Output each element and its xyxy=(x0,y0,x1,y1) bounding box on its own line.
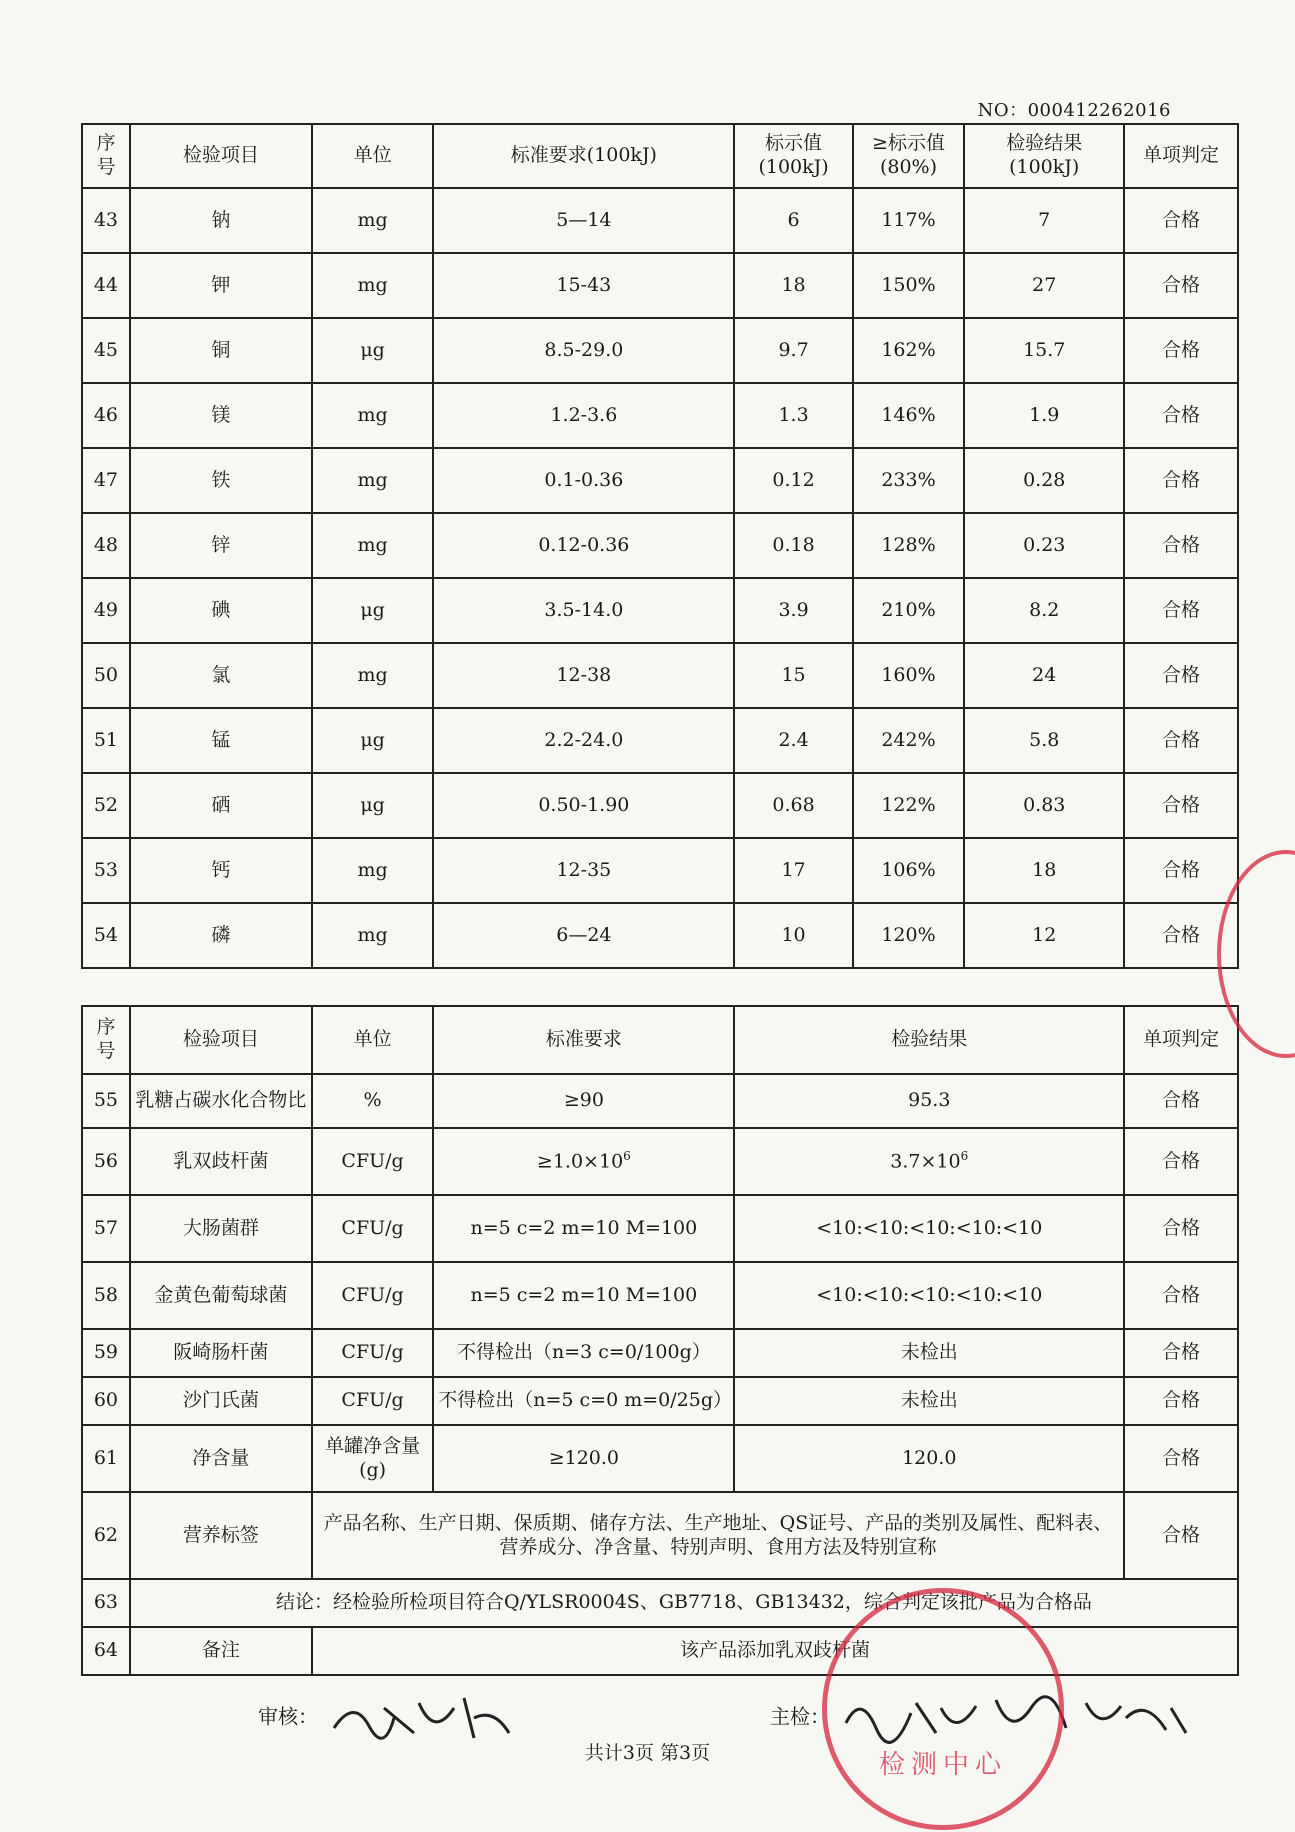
column-header: 单项判定 xyxy=(1124,124,1238,188)
table-cell: $3.7\times 10^6$ xyxy=(734,1128,1124,1195)
table-cell: 合格 xyxy=(1124,1377,1238,1425)
table-cell: 160% xyxy=(853,643,965,708)
table-cell: μg xyxy=(312,708,433,773)
column-header: 单位 xyxy=(312,124,433,188)
table-cell: 合格 xyxy=(1124,1262,1238,1329)
table-cell: CFU/g xyxy=(312,1377,433,1425)
table-cell: 15 xyxy=(734,643,852,708)
exponent: 6 xyxy=(960,1148,969,1163)
table-cell: 2.4 xyxy=(734,708,852,773)
table-cell: 52 xyxy=(82,773,130,838)
table-cell: 162% xyxy=(853,318,965,383)
table-cell: 55 xyxy=(82,1074,130,1128)
table-cell: 合格 xyxy=(1124,773,1238,838)
table-row xyxy=(82,1627,1238,1675)
table-cell: mg xyxy=(312,643,433,708)
table-cell: 大肠菌群 xyxy=(130,1195,312,1262)
table-cell: 95.3 xyxy=(734,1074,1124,1128)
table-cell: CFU/g xyxy=(312,1262,433,1329)
table-cell: 9.7 xyxy=(734,318,852,383)
table-cell: 146% xyxy=(853,383,965,448)
table-cell: 未检出 xyxy=(734,1329,1124,1377)
table-row xyxy=(82,643,1238,708)
table-cell: 64 xyxy=(82,1627,130,1675)
table-cell: CFU/g xyxy=(312,1329,433,1377)
table-cell: 53 xyxy=(82,838,130,903)
table-cell: 43 xyxy=(82,188,130,253)
table1-header-row xyxy=(82,124,1238,188)
table-cell: 备注 xyxy=(130,1627,312,1675)
table-cell: 12-38 xyxy=(433,643,734,708)
table-cell: 合格 xyxy=(1124,1492,1238,1579)
table-cell: 合格 xyxy=(1124,1425,1238,1492)
column-header: 序号 xyxy=(82,124,130,188)
table2-header-row xyxy=(82,1006,1238,1074)
table-cell: 合格 xyxy=(1124,383,1238,448)
table-cell: 45 xyxy=(82,318,130,383)
table-cell: CFU/g xyxy=(312,1195,433,1262)
table-cell: 18 xyxy=(734,253,852,318)
table-cell: 合格 xyxy=(1124,578,1238,643)
page-footer: 共计3页 第3页 xyxy=(584,1742,711,1764)
table-row xyxy=(82,513,1238,578)
inspect-label: 主检： xyxy=(770,1704,830,1729)
table-cell: 3.5-14.0 xyxy=(433,578,734,643)
table-cell: 0.23 xyxy=(964,513,1124,578)
table-cell: 47 xyxy=(82,448,130,513)
table-cell: 合格 xyxy=(1124,188,1238,253)
table-cell: 49 xyxy=(82,578,130,643)
table-cell: 120.0 xyxy=(734,1425,1124,1492)
table-cell: 0.1-0.36 xyxy=(433,448,734,513)
table-cell: 8.5-29.0 xyxy=(433,318,734,383)
table-row xyxy=(82,838,1238,903)
table-cell: mg xyxy=(312,903,433,968)
table-cell: 合格 xyxy=(1124,708,1238,773)
table-cell: 合格 xyxy=(1124,253,1238,318)
table-cell: 合格 xyxy=(1124,318,1238,383)
table-cell: 46 xyxy=(82,383,130,448)
column-header: ≥标示值 (80%) xyxy=(853,124,965,188)
table-row xyxy=(82,1579,1238,1627)
column-header: 检验结果 xyxy=(734,1006,1124,1074)
table-cell: 钙 xyxy=(130,838,312,903)
nutrient-table xyxy=(81,123,1239,969)
table-cell: 营养标签 xyxy=(130,1492,312,1579)
table-cell: n=5 c=2 m=10 M=100 xyxy=(433,1195,734,1262)
table-cell: 锌 xyxy=(130,513,312,578)
table-cell: 1.2-3.6 xyxy=(433,383,734,448)
table-cell: 120% xyxy=(853,903,965,968)
table-cell: 合格 xyxy=(1124,903,1238,968)
table-cell: 磷 xyxy=(130,903,312,968)
table-cell: 硒 xyxy=(130,773,312,838)
table-cell: 净含量 xyxy=(130,1425,312,1492)
table-cell: 15.7 xyxy=(964,318,1124,383)
table-cell: 242% xyxy=(853,708,965,773)
table-cell: mg xyxy=(312,513,433,578)
table-cell: 6—24 xyxy=(433,903,734,968)
table-cell: 27 xyxy=(964,253,1124,318)
table-cell: 54 xyxy=(82,903,130,968)
exponent: 6 xyxy=(623,1148,631,1163)
table-cell: 乳糖占碳水化合物比 xyxy=(130,1074,312,1128)
table-cell: 0.12-0.36 xyxy=(433,513,734,578)
table-cell: 合格 xyxy=(1124,1074,1238,1128)
table-row xyxy=(82,1128,1238,1195)
column-header: 单项判定 xyxy=(1124,1006,1238,1074)
table-cell: 56 xyxy=(82,1128,130,1195)
table-cell: 阪崎肠杆菌 xyxy=(130,1329,312,1377)
table-cell: 合格 xyxy=(1124,1195,1238,1262)
quality-table xyxy=(81,1005,1239,1676)
column-header: 标准要求(100kJ) xyxy=(433,124,734,188)
column-header: 标准要求 xyxy=(433,1006,734,1074)
table-cell: 0.28 xyxy=(964,448,1124,513)
column-header: 单位 xyxy=(312,1006,433,1074)
seal-text: 检测中心 xyxy=(878,1750,1007,1780)
table-cell: 合格 xyxy=(1124,1329,1238,1377)
table-cell: 8.2 xyxy=(964,578,1124,643)
table-cell: 12 xyxy=(964,903,1124,968)
table-cell: 7 xyxy=(964,188,1124,253)
table-cell: 128% xyxy=(853,513,965,578)
table-cell: 50 xyxy=(82,643,130,708)
table-cell: 62 xyxy=(82,1492,130,1579)
table-row xyxy=(82,903,1238,968)
table-cell: 60 xyxy=(82,1377,130,1425)
label-content-cell: 产品名称、生产日期、保质期、储存方法、生产地址、QS证号、产品的类别及属性、配料表、营养成分、净含量、特别声明、食用方法及特别宣称 xyxy=(312,1492,1124,1579)
column-header: 标示值 (100kJ) xyxy=(734,124,852,188)
table-cell: 碘 xyxy=(130,578,312,643)
table-row xyxy=(82,1074,1238,1128)
table-cell: 12-35 xyxy=(433,838,734,903)
table-cell: 3.9 xyxy=(734,578,852,643)
table-cell: 合格 xyxy=(1124,643,1238,708)
table-cell: 镁 xyxy=(130,383,312,448)
table-cell: <10:<10:<10:<10:<10 xyxy=(734,1262,1124,1329)
table-cell: mg xyxy=(312,188,433,253)
table-cell: 0.83 xyxy=(964,773,1124,838)
table-cell: CFU/g xyxy=(312,1128,433,1195)
table-cell: 合格 xyxy=(1124,1128,1238,1195)
table-cell: 10 xyxy=(734,903,852,968)
table-cell: 沙门氏菌 xyxy=(130,1377,312,1425)
table-cell: $\ge 1.0\times 10^6$ xyxy=(433,1128,734,1195)
table-cell: 钾 xyxy=(130,253,312,318)
table-cell: 48 xyxy=(82,513,130,578)
table-cell: 1.9 xyxy=(964,383,1124,448)
table-cell: 122% xyxy=(853,773,965,838)
column-header: 检验项目 xyxy=(130,1006,312,1074)
table-cell: 不得检出（n=5 c=0 m=0/25g） xyxy=(433,1377,734,1425)
table-cell: 5.8 xyxy=(964,708,1124,773)
table-row xyxy=(82,708,1238,773)
table-row xyxy=(82,1377,1238,1425)
table-cell: 铁 xyxy=(130,448,312,513)
table-cell: 233% xyxy=(853,448,965,513)
table-row xyxy=(82,448,1238,513)
table-row xyxy=(82,253,1238,318)
table-cell: 钠 xyxy=(130,188,312,253)
table-cell: ≥120.0 xyxy=(433,1425,734,1492)
table-cell: 44 xyxy=(82,253,130,318)
table-cell: 锰 xyxy=(130,708,312,773)
table-cell: 106% xyxy=(853,838,965,903)
table-cell: % xyxy=(312,1074,433,1128)
table-cell: mg xyxy=(312,383,433,448)
report-number: NO：000412262016 xyxy=(977,100,1171,121)
review-label: 审核： xyxy=(258,1704,318,1729)
table-cell: <10:<10:<10:<10:<10 xyxy=(734,1195,1124,1262)
table-cell: mg xyxy=(312,253,433,318)
table-row xyxy=(82,578,1238,643)
table-cell: 210% xyxy=(853,578,965,643)
table-cell: 15-43 xyxy=(433,253,734,318)
table-cell: 单罐净含量(g) xyxy=(312,1425,433,1492)
table-cell: ≥90 xyxy=(433,1074,734,1128)
table-cell: 57 xyxy=(82,1195,130,1262)
table-cell: 5—14 xyxy=(433,188,734,253)
table-cell: 24 xyxy=(964,643,1124,708)
table-row xyxy=(82,1195,1238,1262)
table-row xyxy=(82,318,1238,383)
table-cell: 51 xyxy=(82,708,130,773)
table-cell: 金黄色葡萄球菌 xyxy=(130,1262,312,1329)
column-header: 检验结果 (100kJ) xyxy=(964,124,1124,188)
table-cell: μg xyxy=(312,578,433,643)
table-cell: 合格 xyxy=(1124,513,1238,578)
table-cell: n=5 c=2 m=10 M=100 xyxy=(433,1262,734,1329)
table-cell: 150% xyxy=(853,253,965,318)
table-cell: 59 xyxy=(82,1329,130,1377)
table-cell: 0.18 xyxy=(734,513,852,578)
table-cell: mg xyxy=(312,838,433,903)
table-cell: 0.12 xyxy=(734,448,852,513)
table-row xyxy=(82,188,1238,253)
table-row xyxy=(82,1492,1238,1579)
remark-cell: 该产品添加乳双歧杆菌 xyxy=(312,1627,1238,1675)
table-cell: 0.50-1.90 xyxy=(433,773,734,838)
table-cell: 铜 xyxy=(130,318,312,383)
conclusion-cell: 结论：经检验所检项目符合Q/YLSR0004S、GB7718、GB13432，综合判定该批产品为合格品 xyxy=(130,1579,1238,1627)
table-cell: 2.2-24.0 xyxy=(433,708,734,773)
table-cell: 61 xyxy=(82,1425,130,1492)
table-cell: 未检出 xyxy=(734,1377,1124,1425)
table-cell: 乳双歧杆菌 xyxy=(130,1128,312,1195)
table-row xyxy=(82,383,1238,448)
table-row xyxy=(82,773,1238,838)
table-cell: μg xyxy=(312,773,433,838)
table-cell: 不得检出（n=3 c=0/100g） xyxy=(433,1329,734,1377)
table-cell: 0.68 xyxy=(734,773,852,838)
table-row xyxy=(82,1329,1238,1377)
table-cell: μg xyxy=(312,318,433,383)
table-cell: 合格 xyxy=(1124,838,1238,903)
table-row xyxy=(82,1425,1238,1492)
table-cell: 合格 xyxy=(1124,448,1238,513)
column-header: 序号 xyxy=(82,1006,130,1074)
table-cell: 1.3 xyxy=(734,383,852,448)
table-cell: 117% xyxy=(853,188,965,253)
table-cell: 氯 xyxy=(130,643,312,708)
table-cell: 63 xyxy=(82,1579,130,1627)
table-cell: 17 xyxy=(734,838,852,903)
table-cell: 58 xyxy=(82,1262,130,1329)
column-header: 检验项目 xyxy=(130,124,312,188)
table-cell: 18 xyxy=(964,838,1124,903)
table-cell: mg xyxy=(312,448,433,513)
table-row xyxy=(82,1262,1238,1329)
table-cell: 6 xyxy=(734,188,852,253)
